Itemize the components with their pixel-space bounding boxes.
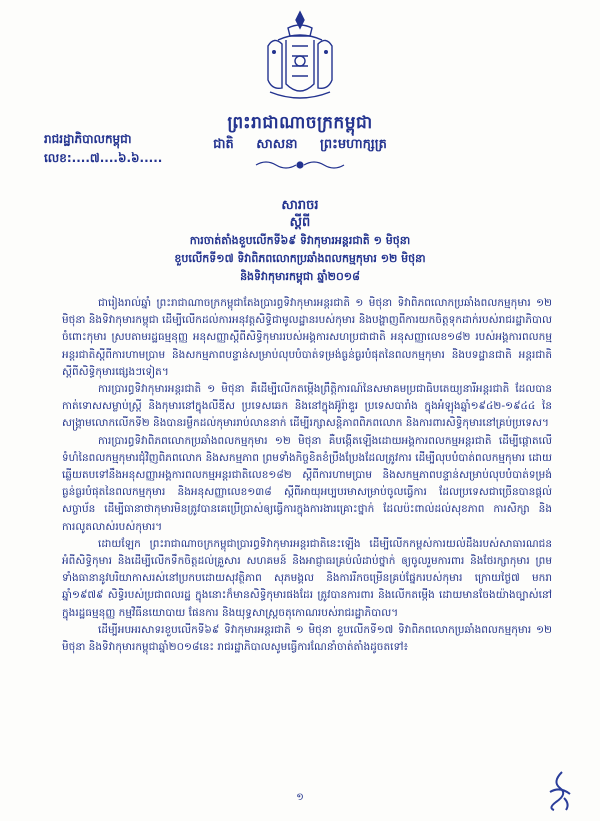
title-line: ខួបលើកទី១៧ ទិវាពិភពលោកប្រឆាំងពលកម្មកុមារ ១២ មិថុនា: [174, 252, 426, 265]
title-line: និងទិវាកុមារកម្ពុជា ឆ្នាំ២០១៨: [240, 270, 360, 283]
body-paragraph: ការប្រារព្ធទិវាកុមារអន្តរជាតិ ១ មិថុនា គឺដើម្បីលើកតម្កើងព្រឹត្តិការណ៍នៃសមាគមប្រជាធិបតេយ្យនារីអន្តរជាតិ ដែលបានកាត់ទោសសម្លាប់ស្ត្រី និងកុមារនៅក្នុងលីឌីស ប្រទេសឆេក និងនៅក្នុងអ៊ូរ៉ាឌួរ ប្រទេសបារាំង ក្នុងអំឡុងឆ្នាំ១៩៤២-១៩៤៤ នៃសង្គ្រាមលោកលើកទី២ និងបានរម្លឹកដល់កុមាររាប់លាននាក់ ដើម្បីរក្សាសន្តិភាពពិភពលោក និងការពារសិទ្ធិកុមារនៅគ្រប់ប្រទេស។: [62, 383, 552, 430]
khmer-divider-ornament-icon: [252, 158, 348, 172]
body-paragraph: ជារៀងរាល់ឆ្នាំ ព្រះរាជាណាចក្រកម្ពុជាតែងប្រារព្ធទិវាកុមារអន្តរជាតិ ១ មិថុនា ទិវាពិភពលោកប្រឆាំងពលកម្មកុមារ ១២ មិថុនា និងទិវាកុមារកម្ពុជា ដើម្បីលើកដល់ការអនុវត្តសិទ្ធិជាមូលដ្ឋានរបស់កុមារ និងបង្ហាញពីការយកចិត្តទុកដាក់របស់រាជរដ្ឋាភិបាលចំពោះកុមារ ស្របតាមរដ្ឋធម្មនុញ្ញ អនុសញ្ញាស្តីពីសិទ្ធិកុមាររបស់អង្គការសហប្រជាជាតិ អនុសញ្ញាលេខ១៨២ របស់អង្គការពលកម្មអន្តរជាតិស្តីពីការហាមប្រាម និងសកម្មភាពបន្ទាន់សម្រាប់លុបបំបាត់ទម្រង់ធ្ងន់ធ្ងរបំផុតនៃពលកម្មកុមារ និងបទដ្ឋានជាតិ អន្តរជាតិស្តីពីសិទ្ធិកុមារផ្សេងៗទៀត។: [62, 297, 552, 378]
royal-arms-emblem-icon: [250, 6, 350, 106]
handwritten-signature-icon: [540, 768, 576, 812]
issuing-government: រាជរដ្ឋាភិបាលកម្ពុជា: [44, 132, 132, 146]
document-type-title: សារាចរ: [281, 198, 319, 213]
document-number: លេខ:....៧....៦.៦.....: [44, 151, 163, 165]
kingdom-heading: ព្រះរាជាណាចក្រកម្ពុជា: [227, 113, 373, 133]
body-paragraph: ដោយឡែក ព្រះរាជាណាចក្រកម្ពុជាប្រារព្ធទិវាកុមារអន្តរជាតិនេះឡើង ដើម្បីលើកកម្ពស់ការយល់ដឹងរបស់សាធារណជនអំពីសិទ្ធិកុមារ និងដើម្បីលើកទឹកចិត្តដល់គ្រួសារ សហគមន៍ និងអាជ្ញាធរគ្រប់លំដាប់ថ្នាក់ ឲ្យចូលរួមការពារ និងថែរក្សាកុមារ ព្រមទាំងធានានូវបរិយាកាសរស់នៅប្រកបដោយសុវត្ថិភាព សុភមង្គល និងការរីកចម្រើនគ្រប់ផ្នែករបស់កុមារ ក្រោយថ្ងៃ៧ មករា ឆ្នាំ១៩៧៩ សិទ្ធិរបស់ប្រជាពលរដ្ឋ ក្នុងនោះក៏មានសិទ្ធិកុមារផងដែរ ត្រូវបានការពារ និងលើកតម្កើង ដោយមានចែងយ៉ាងច្បាស់នៅក្នុងរដ្ឋធម្មនុញ្ញ កម្មវិធីនយោបាយ ផែនការ និងយុទ្ធសាស្ត្រចតុកោណរបស់រាជរដ្ឋាភិបាល។: [62, 537, 552, 619]
page-number: ១: [296, 792, 304, 803]
national-motto: ជាតិ សាសនា ព្រះមហាក្សត្រ: [213, 137, 387, 152]
document-subject-label: ស្តីពី: [289, 215, 311, 230]
body-paragraph: ការប្រារព្ធទិវាពិភពលោកប្រឆាំងពលកម្មកុមារ ១២ មិថុនា គឺបង្កើតឡើងដោយអង្គការពលកម្មអន្តរជាតិ ដើម្បីផ្តោតលើទំហំនៃពលកម្មកុមារជុំវិញពិភពលោក និងសកម្មភាព ព្រមទាំងកិច្ចខិតខំប្រឹងប្រែងដែលត្រូវការ ដើម្បីលុបបំបាត់ពលកម្មកុមារ ដោយឆ្លើយតបទៅនឹងអនុសញ្ញាអង្គការពលកម្មអន្តរជាតិលេខ១៨២ ស្តីពីការហាមប្រាម និងសកម្មភាពបន្ទាន់សម្រាប់លុបបំបាត់ទម្រង់ធ្ងន់ធ្ងរបំផុតនៃពលកម្មកុមារ និងអនុសញ្ញាលេខ១៣៨ ស្តីពីអាយុអប្បបរមាសម្រាប់ចូលធ្វើការ ដែលប្រទេសជាច្រើនបានផ្តល់សច្ចាប័ន ដើម្បីធានាថាកុមារមិនត្រូវបានគេប្រើប្រាស់ឲ្យធ្វើការក្នុងការងារគ្រោះថ្នាក់ ដែលប៉ះពាល់ដល់សុខភាព ការសិក្សា និងការលូតលាស់របស់កុមារ។: [62, 434, 552, 533]
document-body: [62, 295, 552, 656]
body-paragraph: ដើម្បីអបអរសាទរខួបលើកទី៦៩ ទិវាកុមារអន្តរជាតិ ១ មិថុនា ខួបលើកទី១៧ ទិវាពិភពលោកប្រឆាំងពលកម្មកុមារ ១២ មិថុនា និងទិវាកុមារកម្ពុជាឆ្នាំ២០១៨នេះ រាជរដ្ឋាភិបាលសូមធ្វើការណែនាំចាត់តាំងដូចតទៅ៖: [62, 623, 552, 654]
title-line: ការចាត់តាំងខួបលើកទី៦៩ ទិវាកុមារអន្តរជាតិ ១ មិថុនា: [189, 234, 411, 247]
